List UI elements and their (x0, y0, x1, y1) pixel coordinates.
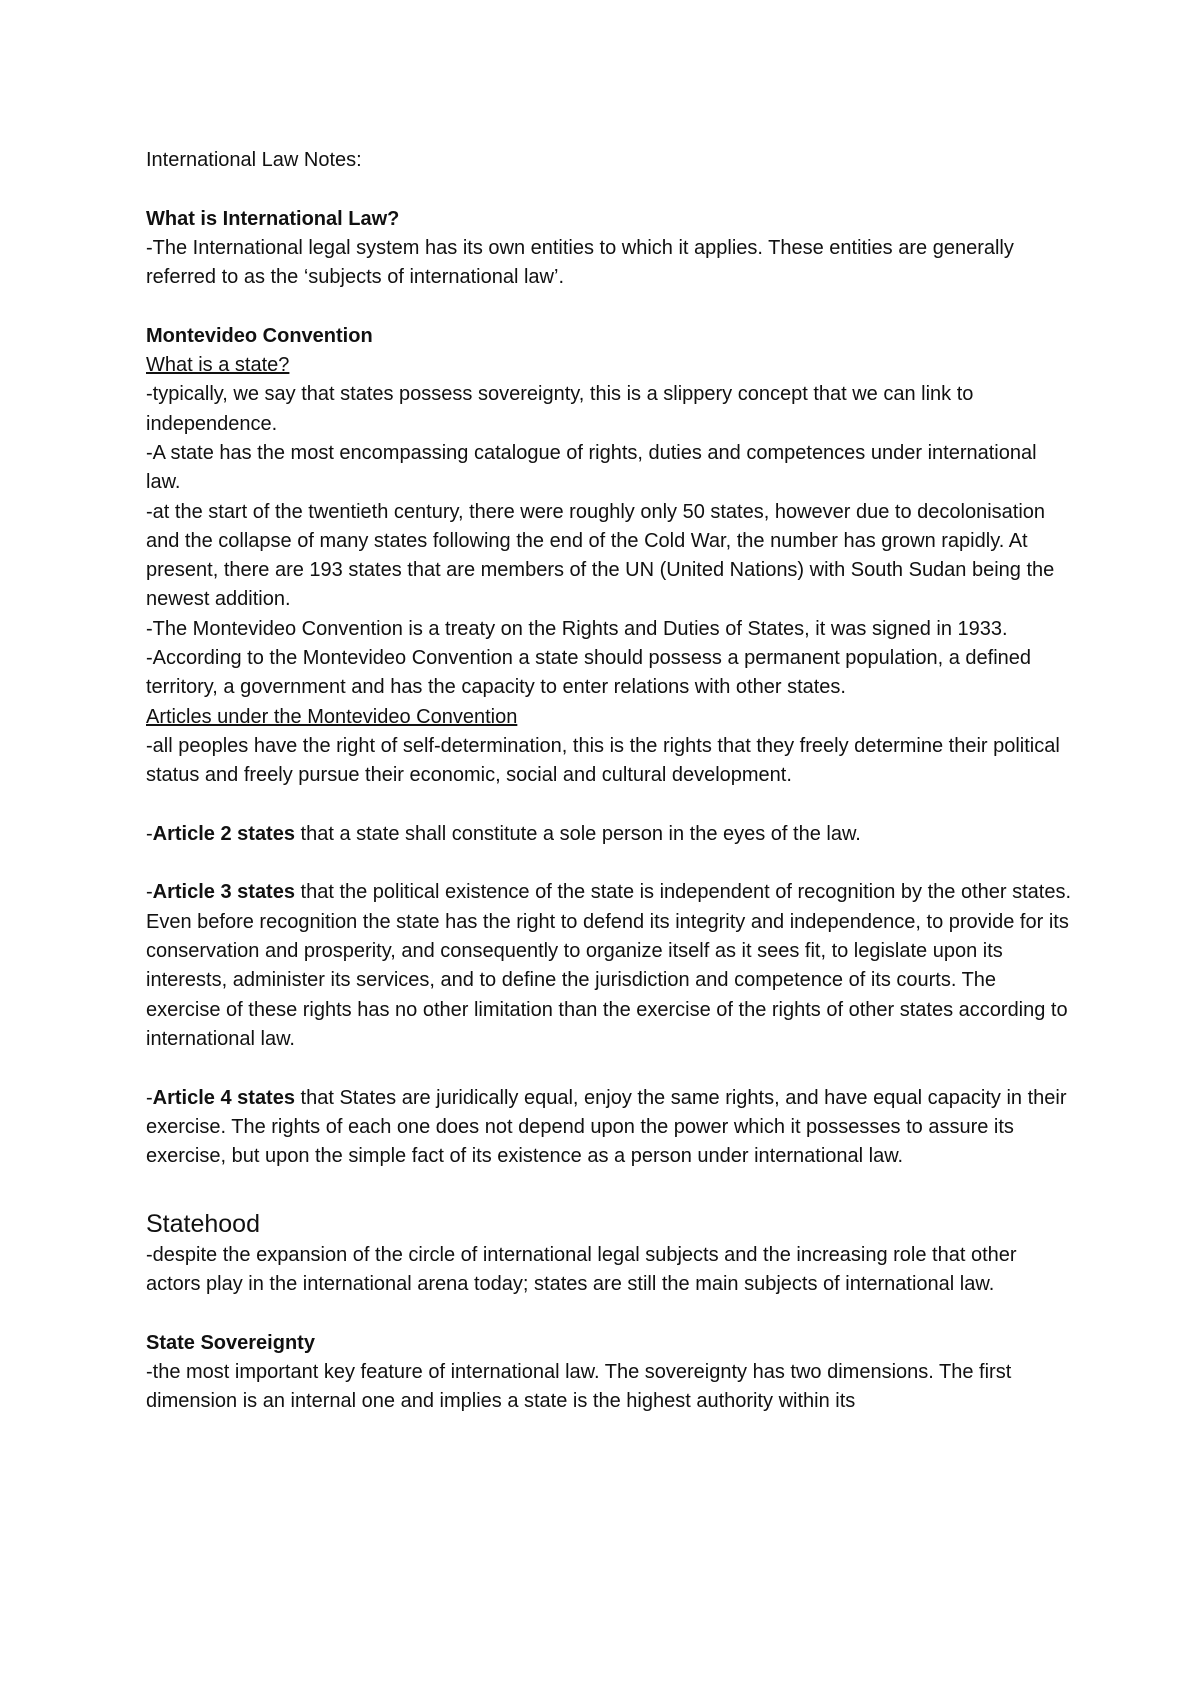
paragraph-self-determination: -all peoples have the right of self-determination, this is the rights that they freely determine their political status and freely pursue their economic, social and cultural development. (146, 734, 1060, 787)
paragraph-article-2 (146, 820, 1076, 849)
spacer (146, 292, 1076, 321)
paragraph-catalogue-of-rights: -A state has the most encompassing catalogue of rights, duties and competences under international law. (146, 441, 1037, 494)
article-4-text: that States are juridically equal, enjoy the same rights, and have equal capacity in their exercise. The rights of each one does not depend upon the power which it possesses to assure its exercise, but upon the simple fact of its existence as a person under international law. (146, 1086, 1067, 1168)
heading-what-is-international-law: What is International Law? (146, 207, 400, 230)
article-2-text: that a state shall constitute a sole person in the eyes of the law. (294, 822, 861, 845)
heading-montevideo-convention: Montevideo Convention (146, 324, 373, 347)
spacer (146, 175, 1076, 204)
paragraph-criteria: -According to the Montevideo Convention a state should possess a permanent population, a defined territory, a government and has the capacity to enter relations with other states. (146, 647, 1032, 699)
article-4-label: Article 4 states (152, 1086, 295, 1109)
article-3-label: Article 3 states (152, 881, 295, 904)
article-3-text: that the political existence of the state is independent of recognition by the other states. Even before recognition the state has the right to defend its integrity and independence, to provide for its conservation and prosperity, and consequently to organize itself as it sees fit, to legislate upon its interests, administer its services, and to define the jurisdiction and competence of its courts. The exercise of these rights has no other limitation than the exercise of the rights of other states according to international law. (146, 881, 1072, 1050)
subheading-articles: Articles under the Montevideo Convention (146, 705, 518, 728)
article-2-prefix: - (146, 822, 153, 845)
article-3-prefix: - (146, 881, 153, 904)
paragraph-sovereignty: -typically, we say that states possess sovereignty, this is a slippery concept that we can link to independence. (146, 383, 974, 435)
spacer (146, 849, 1076, 878)
document-title: International Law Notes: (146, 149, 362, 171)
spacer (146, 1171, 1076, 1200)
spacer (146, 1299, 1076, 1328)
paragraph-treaty: -The Montevideo Convention is a treaty on the Rights and Duties of States, it was signed in 1933. (146, 617, 1008, 640)
paragraph-state-sovereignty: -the most important key feature of international law. The sovereignty has two dimensions. The first dimension is an internal one and implies a state is the highest authority within its (146, 1360, 1012, 1413)
paragraph-statehood: -despite the expansion of the circle of international legal subjects and the increasing role that other actors play in the international arena today; states are still the main subjects of international law. (146, 1243, 1017, 1295)
heading-state-sovereignty: State Sovereignty (146, 1331, 315, 1354)
subheading-what-is-a-state: What is a state? (146, 354, 290, 377)
paragraph-number-of-states: -at the start of the twentieth century, there were roughly only 50 states, however due to decolonisation and the collapse of many states following the end of the Cold War, the number has grown rapidly. At present, there are 193 states that are members of the UN (United Nations) with South Sudan being the newest addition. (146, 500, 1055, 611)
paragraph-article-3 (146, 878, 1076, 1054)
article-4-prefix: - (146, 1086, 153, 1109)
article-2-label: Article 2 states (152, 822, 295, 845)
paragraph-article-4 (146, 1084, 1076, 1172)
spacer (146, 791, 1076, 820)
spacer (146, 1054, 1076, 1083)
heading-statehood: Statehood (146, 1209, 260, 1238)
paragraph-subjects: -The International legal system has its own entities to which it applies. These entities are generally referred to as the ‘subjects of international law’. (146, 236, 1014, 289)
document-page (146, 146, 1076, 1416)
